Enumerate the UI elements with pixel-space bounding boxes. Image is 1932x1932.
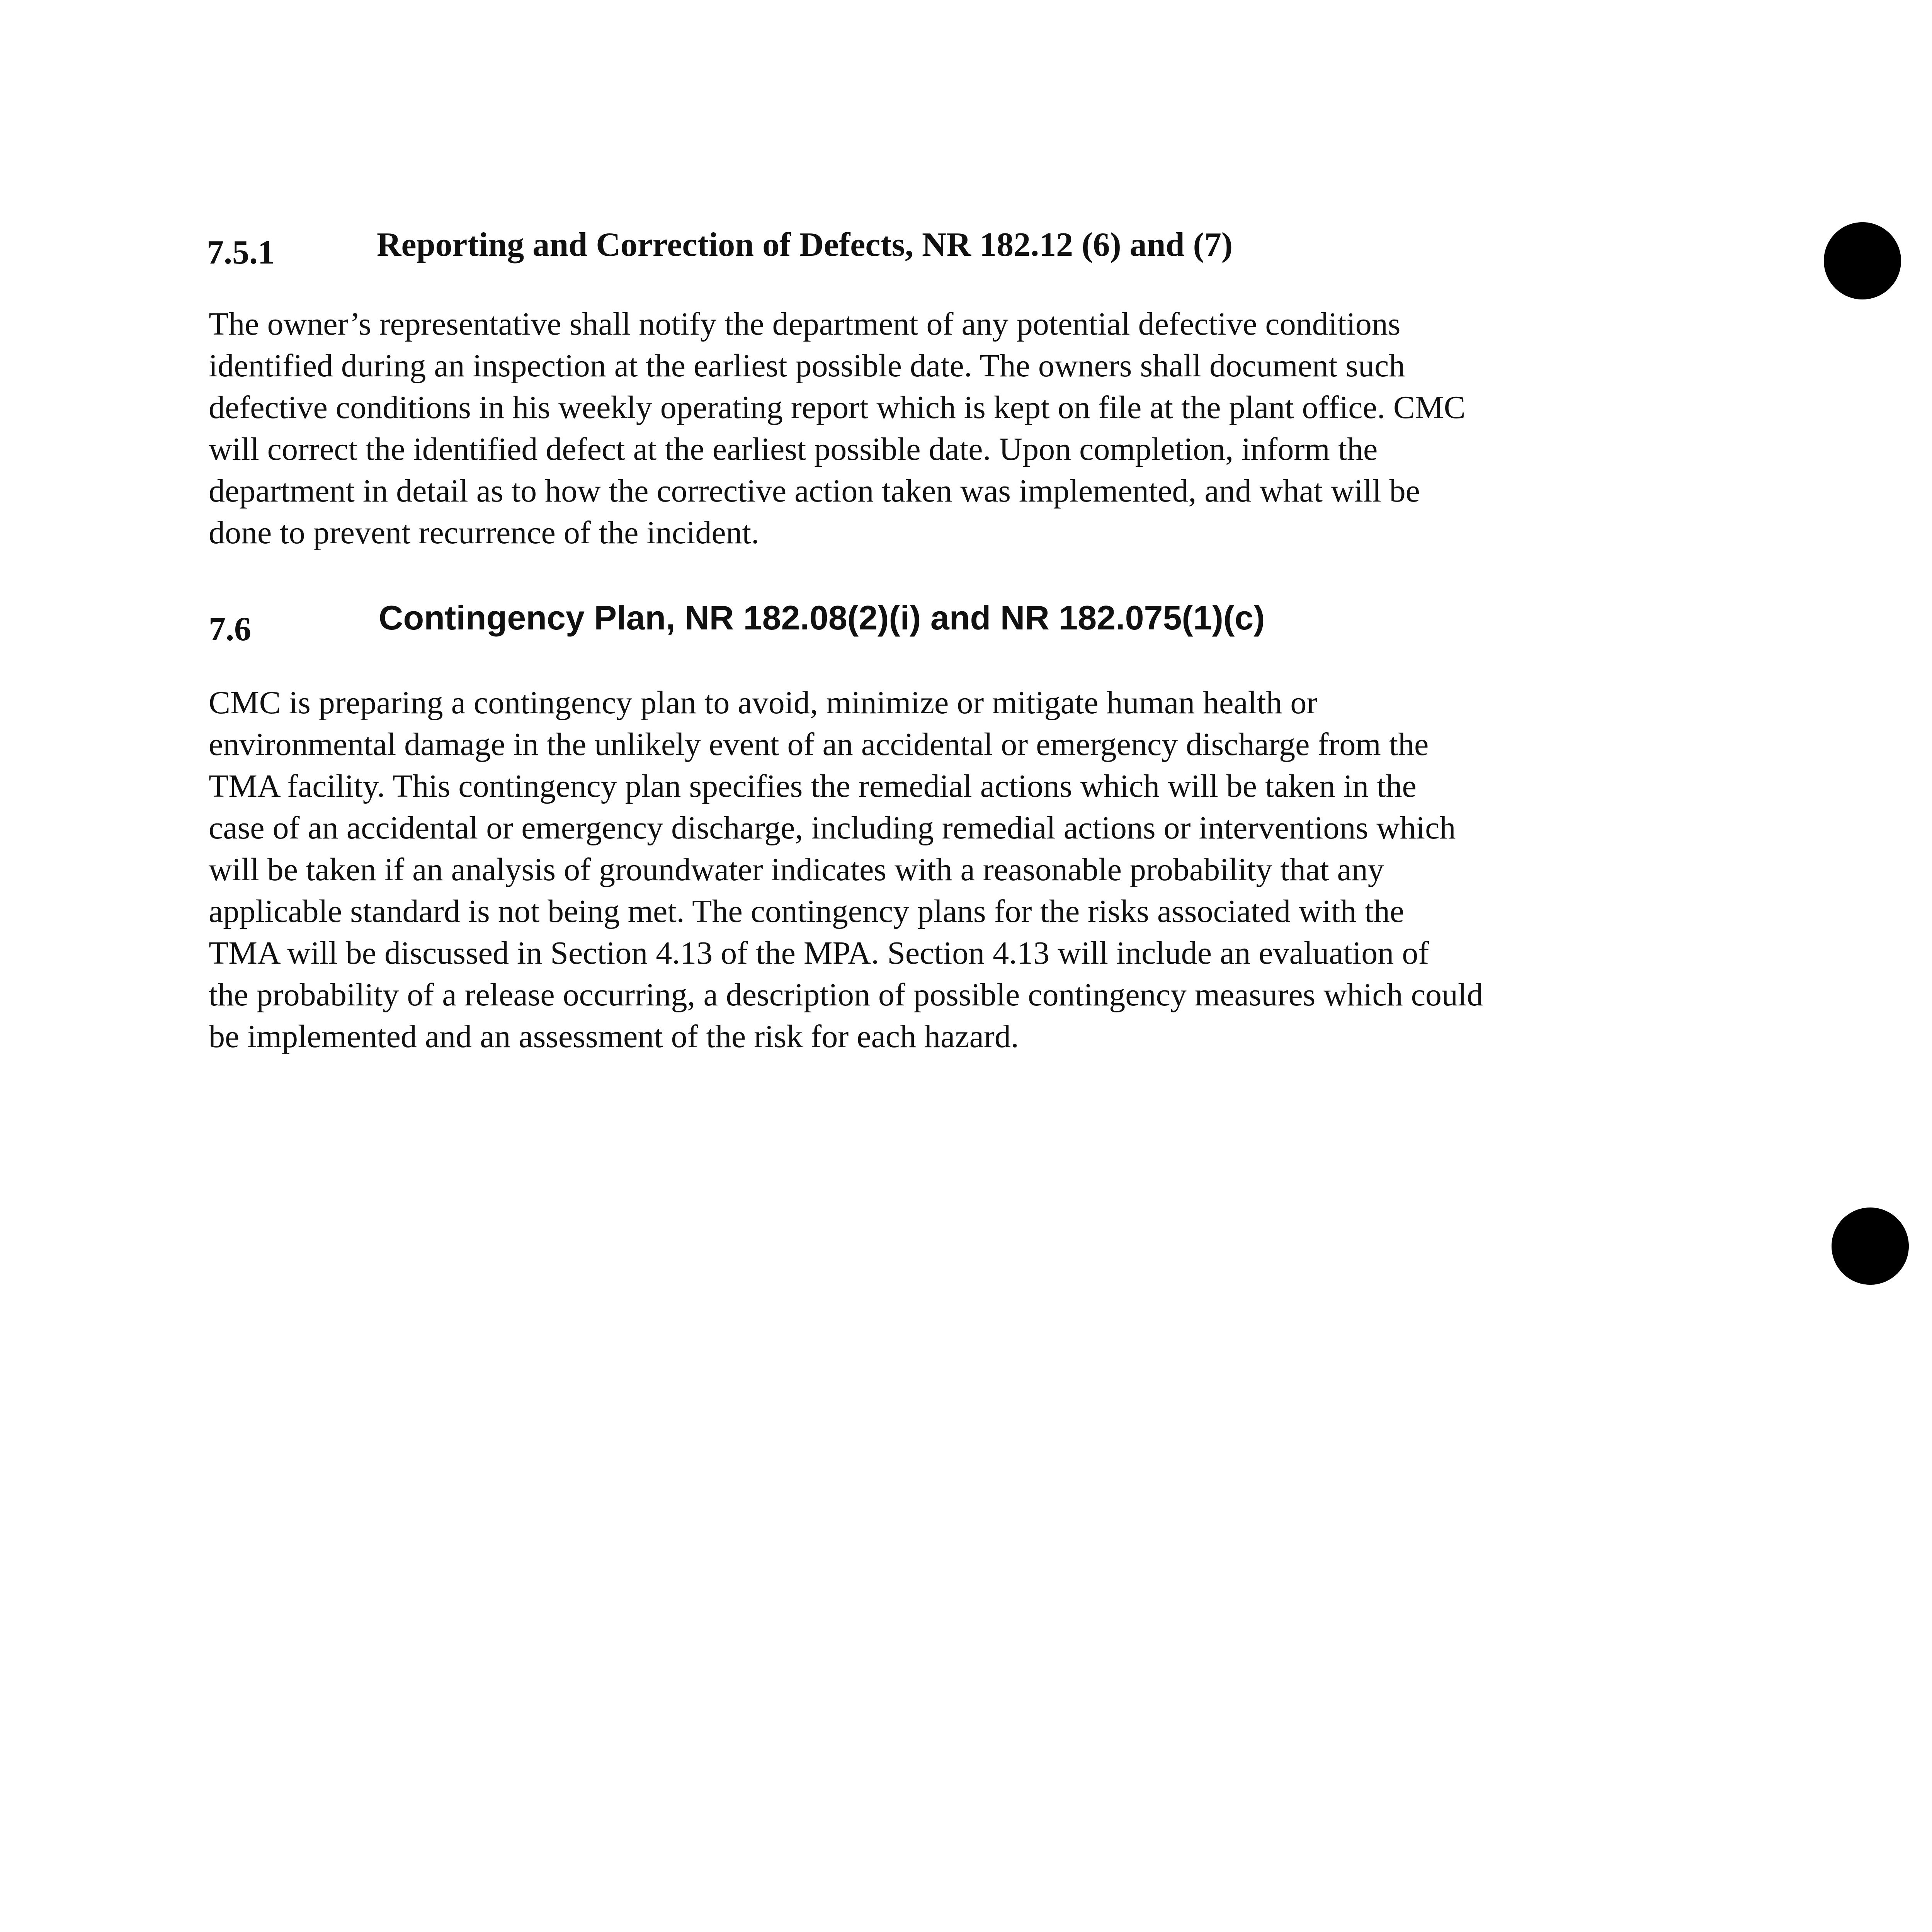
section-heading: Contingency Plan, NR 182.08(2)(i) and NR 182.075(1)(c): [379, 599, 1265, 637]
paragraph-line: done to prevent recurrence of the incident.: [209, 515, 760, 551]
punch-hole-middle: [1832, 1208, 1909, 1285]
section-number: 7.5.1: [207, 234, 275, 271]
section-paragraph: [209, 682, 1785, 1058]
paragraph-line: will be taken if an analysis of groundwater indicates with a reasonable probability that any: [209, 852, 1384, 888]
paragraph-line: the probability of a release occurring, a description of possible contingency measures which could: [209, 977, 1483, 1013]
paragraph-line: environmental damage in the unlikely event of an accidental or emergency discharge from the: [209, 726, 1429, 762]
paragraph-line: be implemented and an assessment of the risk for each hazard.: [209, 1019, 1019, 1054]
paragraph-line: department in detail as to how the corrective action taken was implemented, and what will be: [209, 473, 1420, 509]
section-paragraph: [209, 303, 1785, 554]
punch-hole-top: [1824, 222, 1901, 299]
paragraph-line: TMA facility. This contingency plan specifies the remedial actions which will be taken in the: [209, 768, 1417, 804]
paragraph-line: TMA will be discussed in Section 4.13 of the MPA. Section 4.13 will include an evaluation of: [209, 935, 1429, 971]
section-number: 7.6: [209, 611, 251, 648]
paragraph-line: The owner’s representative shall notify the department of any potential defective conditions: [209, 306, 1401, 342]
paragraph-line: CMC is preparing a contingency plan to avoid, minimize or mitigate human health or: [209, 685, 1318, 721]
paragraph-line: case of an accidental or emergency discharge, including remedial actions or interventions which: [209, 810, 1456, 846]
paragraph-line: will correct the identified defect at the earliest possible date. Upon completion, inform the: [209, 431, 1378, 467]
section-heading: Reporting and Correction of Defects, NR 182.12 (6) and (7): [377, 226, 1233, 264]
paragraph-line: applicable standard is not being met. The contingency plans for the risks associated with the: [209, 893, 1404, 929]
paragraph-line: defective conditions in his weekly operating report which is kept on file at the plant office. CMC: [209, 389, 1466, 425]
paragraph-line: identified during an inspection at the earliest possible date. The owners shall document such: [209, 348, 1405, 384]
